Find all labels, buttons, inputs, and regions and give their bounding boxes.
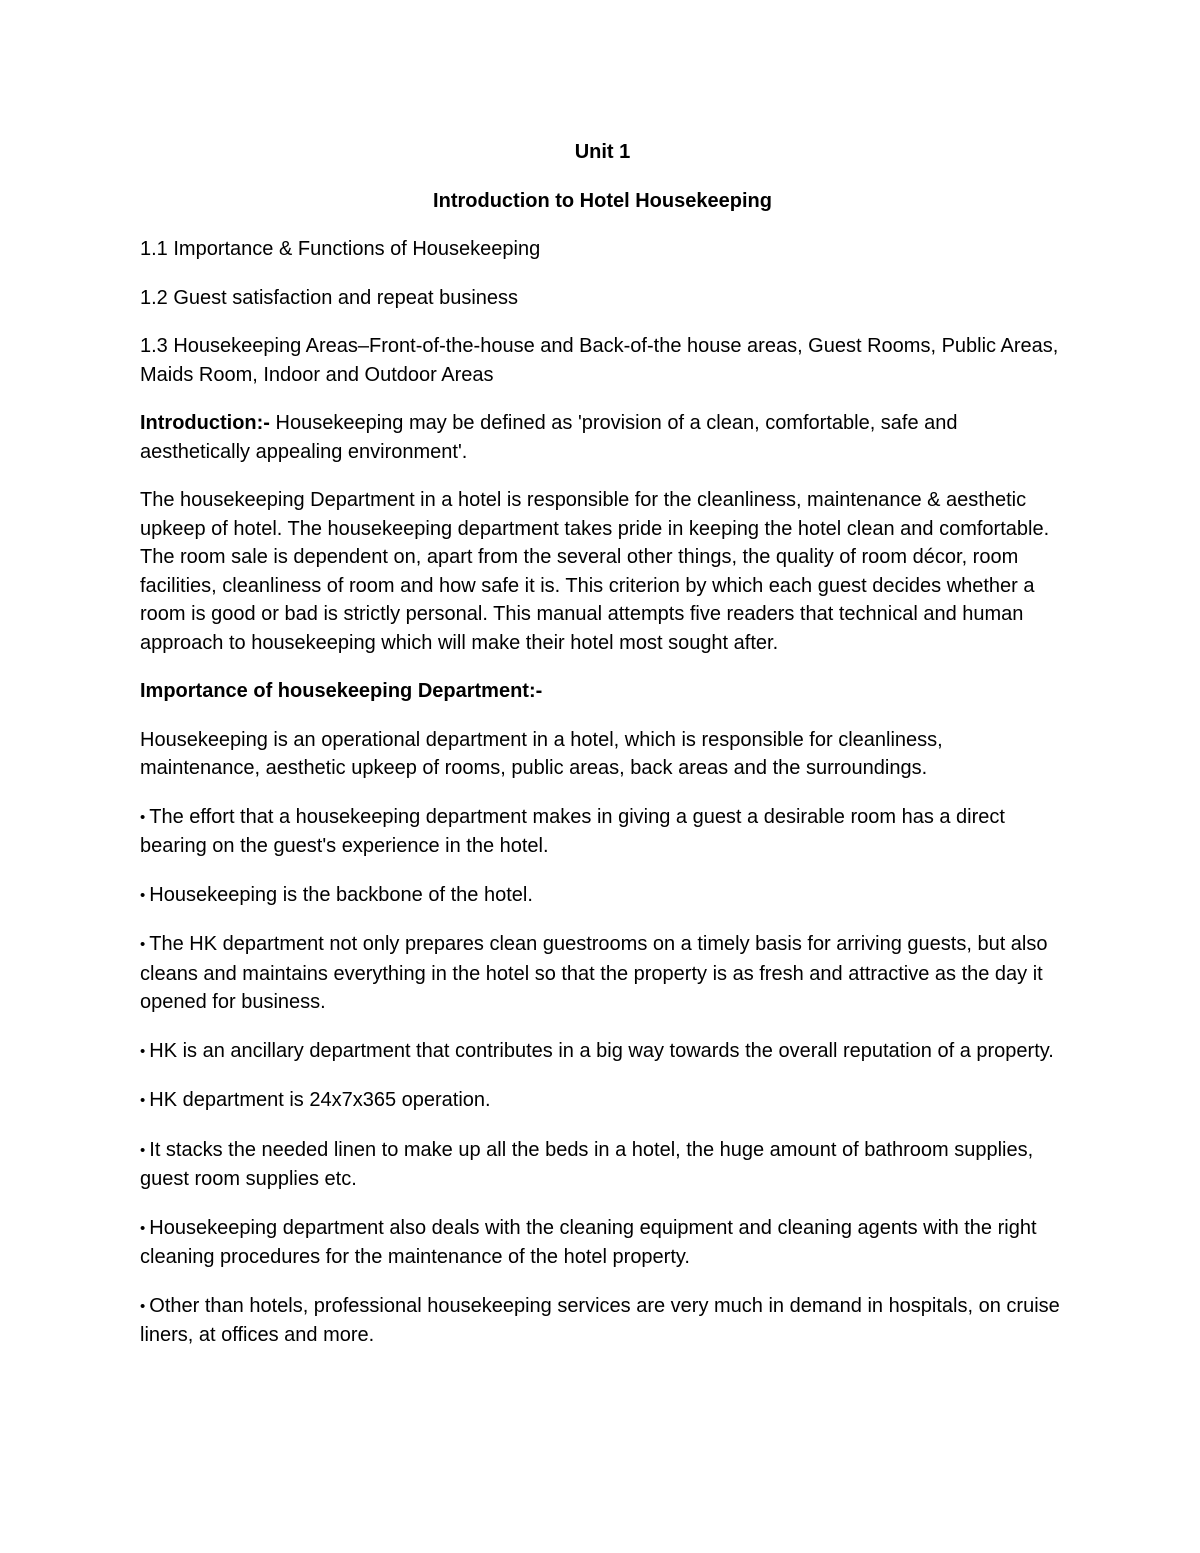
importance-heading: Importance of housekeeping Department:- bbox=[140, 680, 543, 702]
bullet-text: Housekeeping department also deals with the cleaning equipment and cleaning agents with the right cleaning procedures for the maintenance of the hotel property. bbox=[140, 1216, 1037, 1268]
bullet-text: Housekeeping is the backbone of the hotel. bbox=[149, 883, 533, 906]
document-page bbox=[140, 138, 1065, 1370]
bullet-item bbox=[140, 1136, 1065, 1194]
introduction-paragraph bbox=[140, 409, 1065, 466]
bullet-text: It stacks the needed linen to make up all the beds in a hotel, the huge amount of bathroom supplies, guest room supplies etc. bbox=[140, 1138, 1034, 1190]
introduction-label: Introduction:- bbox=[140, 412, 270, 434]
bullet-icon: • bbox=[140, 808, 146, 826]
bullet-text: The HK department not only prepares clean guestrooms on a timely basis for arriving guests, but also cleans and maintains everything in the hotel so that the property is as fresh and attractive as the day it opened for business. bbox=[140, 933, 1048, 1013]
topic-item: 1.3 Housekeeping Areas–Front-of-the-house and Back-of-the house areas, Guest Rooms, Public Areas, Maids Room, Indoor and Outdoor Areas bbox=[140, 335, 1059, 386]
bullet-item bbox=[140, 930, 1065, 1017]
topic-item: 1.2 Guest satisfaction and repeat business bbox=[140, 286, 519, 309]
bullet-icon: • bbox=[140, 1092, 146, 1109]
bullet-text: The effort that a housekeeping department makes in giving a guest a desirable room has a direct bearing on the guest's experience in the hotel. bbox=[140, 805, 1005, 857]
bullet-item bbox=[140, 803, 1065, 861]
bullet-text: HK is an ancillary department that contributes in a big way towards the overall reputation of a property. bbox=[149, 1039, 1054, 1062]
topic-item: 1.1 Importance & Functions of Housekeeping bbox=[140, 238, 541, 260]
bullet-item bbox=[140, 1292, 1065, 1350]
bullet-icon: • bbox=[140, 936, 146, 953]
bullet-icon: • bbox=[140, 1141, 146, 1159]
bullet-item bbox=[140, 881, 1065, 911]
unit-heading: Unit 1 bbox=[574, 141, 631, 163]
bullet-text: Other than hotels, professional housekeeping services are very much in demand in hospitals, on cruise liners, at offices and more. bbox=[140, 1294, 1060, 1346]
bullet-icon: • bbox=[140, 886, 146, 904]
importance-paragraph: Housekeeping is an operational department in a hotel, which is responsible for cleanliness, maintenance, aesthetic upkeep of rooms, public areas, back areas and the surroundings. bbox=[140, 728, 943, 779]
bullet-icon: • bbox=[140, 1219, 146, 1237]
body-paragraph: The housekeeping Department in a hotel is responsible for the cleanliness, maintenance & aesthetic upkeep of hotel. The housekeeping department takes pride in keeping the hotel clean and comfortable. The room sale is dependent on, apart from the several other things, the quality of room décor, room facilities, cleanliness of room and how safe it is. This criterion by which each guest decides whether a room is good or bad is strictly personal. This manual attempts five readers that technical and human approach to housekeeping which will make their hotel most sought after. bbox=[140, 489, 1050, 654]
bullet-text: HK department is 24x7x365 operation. bbox=[149, 1089, 491, 1111]
bullet-icon: • bbox=[140, 1297, 146, 1315]
document-title: Introduction to Hotel Housekeeping bbox=[433, 189, 772, 212]
bullet-item bbox=[140, 1214, 1065, 1272]
introduction-text: Housekeeping may be defined as 'provision of a clean, comfortable, safe and aesthetically appealing environment'. bbox=[140, 412, 958, 463]
bullet-item bbox=[140, 1037, 1065, 1067]
bullet-icon: • bbox=[140, 1042, 146, 1060]
bullet-item bbox=[140, 1086, 1065, 1116]
